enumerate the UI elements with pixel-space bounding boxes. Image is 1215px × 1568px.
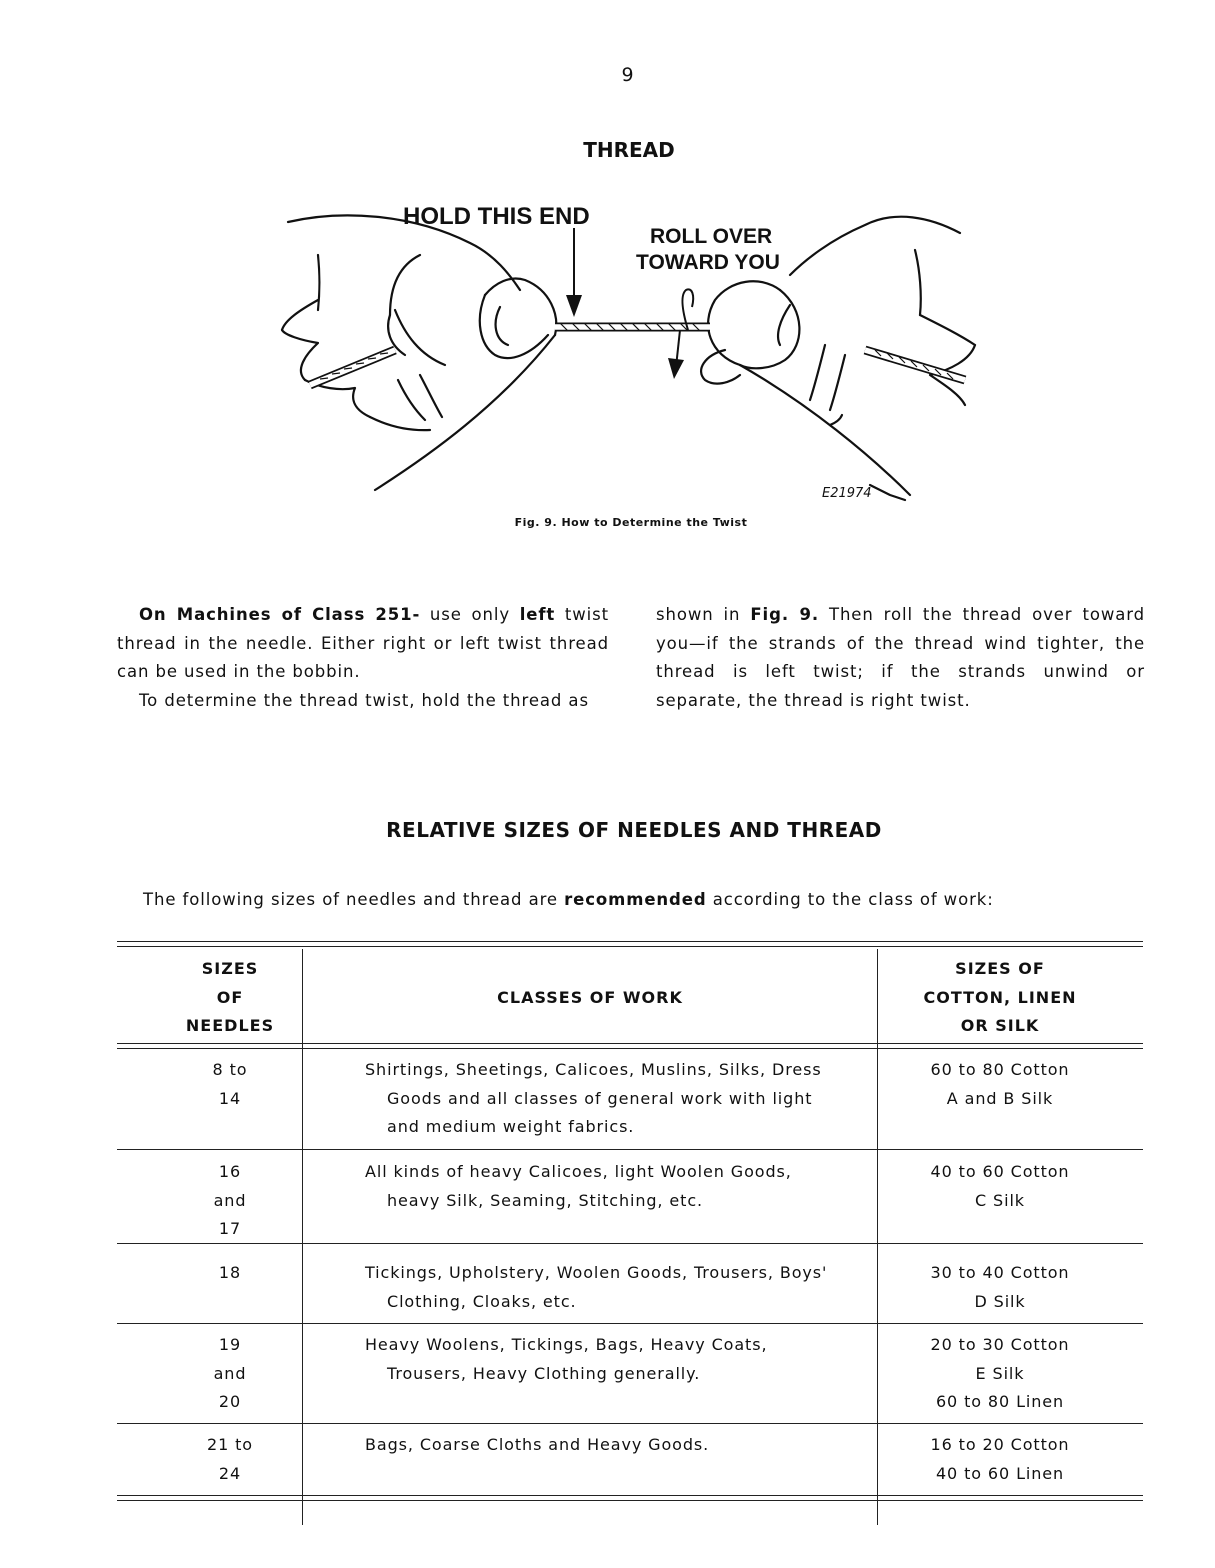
table-row-3-thread: 30 to 40 Cotton D Silk <box>930 1263 1070 1311</box>
table-row-2-work: All kinds of heavy Calicoes, light Woolen Goods, heavy Silk, Seaming, Stitching, etc. <box>365 1162 792 1210</box>
table-bottom-rule <box>117 1495 1143 1496</box>
figure-code: E21974 <box>822 486 872 501</box>
table-title: RELATIVE SIZES OF NEEDLES AND THREAD <box>386 818 882 842</box>
column-divider <box>877 949 878 1525</box>
thread-twist-illustration <box>270 195 990 515</box>
header-thread-sizes: SIZES OF COTTON, LINEN OR SILK <box>923 959 1077 1035</box>
paragraph-class-251: On Machines of Class 251- use only left twist thread in the needle. Either right or left twist thread can be used in the bobbin. <box>117 605 609 681</box>
right-hand-outline <box>790 217 960 275</box>
paragraph-roll-thread: shown in Fig. 9. Then roll the thread over toward you—if the strands of the thread wind tighter, the thread is left twist; if the strands unwind or separate, the thread is right twist. <box>656 605 1145 710</box>
row-divider <box>117 1423 1143 1424</box>
figure-caption: Fig. 9. How to Determine the Twist <box>514 516 748 529</box>
table-row-1-work: Shirtings, Sheetings, Calicoes, Muslins, Silks, Dress Goods and all classes of general work with light and medium weight fabrics. <box>365 1060 822 1136</box>
body-column-left <box>117 601 609 715</box>
column-divider <box>302 949 303 1525</box>
table-intro: The following sizes of needles and thread are recommended according to the class of work: <box>143 890 994 909</box>
table-row-5-thread: 16 to 20 Cotton 40 to 60 Linen <box>930 1435 1070 1483</box>
row-divider <box>117 1149 1143 1150</box>
table-row-2-needles: 16 and 17 <box>213 1162 247 1238</box>
table-row-4-thread: 20 to 30 Cotton E Silk 60 to 80 Linen <box>930 1335 1070 1411</box>
table-row-4-work: Heavy Woolens, Tickings, Bags, Heavy Coats, Trousers, Heavy Clothing generally. <box>365 1335 768 1383</box>
body-column-right <box>656 601 1145 715</box>
header-needle-sizes: SIZES OF NEEDLES <box>185 959 275 1035</box>
header-classes-of-work: CLASSES OF WORK <box>497 988 683 1007</box>
table-row-4-needles: 19 and 20 <box>213 1335 247 1411</box>
table-top-rule <box>117 941 1143 942</box>
section-title: THREAD <box>583 138 675 162</box>
toward-you-label: TOWARD YOU <box>636 251 780 274</box>
table-row-5-needles: 21 to 24 <box>206 1435 253 1483</box>
paragraph-determine-twist: To determine the thread twist, hold the thread as <box>139 690 589 710</box>
table-row-5-work: Bags, Coarse Cloths and Heavy Goods. <box>365 1435 710 1454</box>
table-row-3-needles: 18 <box>218 1263 242 1282</box>
table-row-1-needles: 8 to 14 <box>212 1060 248 1108</box>
row-divider <box>117 1323 1143 1324</box>
hold-this-end-label: HOLD THIS END <box>403 203 590 230</box>
table-row-3-work: Tickings, Upholstery, Woolen Goods, Trousers, Boys' Clothing, Cloaks, etc. <box>365 1263 828 1311</box>
table-top-rule-2 <box>117 946 1143 947</box>
table-bottom-rule-2 <box>117 1500 1143 1501</box>
table-row-2-thread: 40 to 60 Cotton C Silk <box>930 1162 1070 1210</box>
roll-over-label: ROLL OVER <box>650 225 773 248</box>
table-row-1-thread: 60 to 80 Cotton A and B Silk <box>930 1060 1070 1108</box>
header-bottom-rule <box>117 1043 1143 1044</box>
header-bottom-rule-2 <box>117 1048 1143 1049</box>
page-number: 9 <box>621 64 634 86</box>
